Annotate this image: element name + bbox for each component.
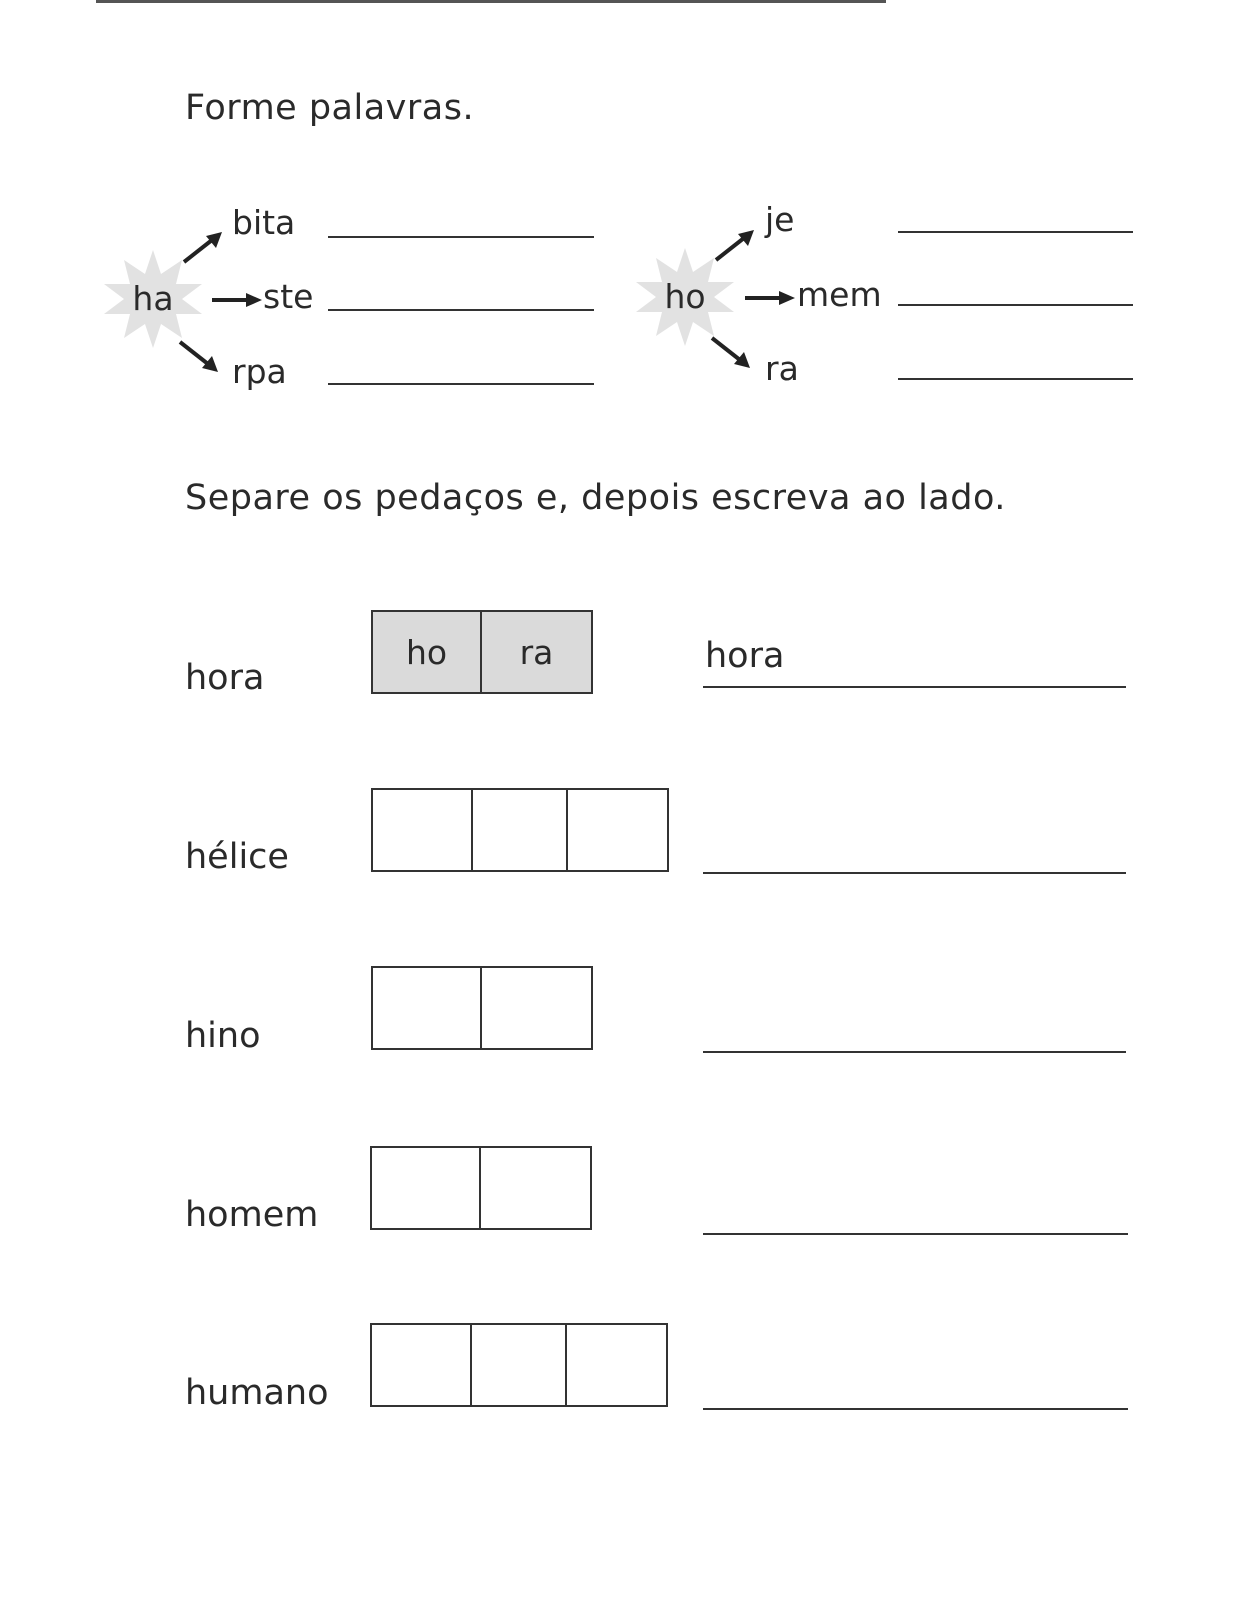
syllable-box[interactable] xyxy=(373,790,473,870)
arrow-right-icon xyxy=(745,288,795,308)
word-helice: hélice xyxy=(185,837,289,877)
syllable-boxes-homem xyxy=(370,1146,592,1230)
arrow-down-right-icon xyxy=(176,338,222,376)
syllable-boxes-humano xyxy=(370,1323,668,1407)
instruction-separate-syllables: Separe os pedaços e, depois escreva ao lado. xyxy=(185,478,1006,518)
syllable-boxes-helice xyxy=(371,788,669,872)
word-homem: homem xyxy=(185,1195,319,1235)
arrow-right-icon xyxy=(212,290,262,310)
answer-line-hino[interactable] xyxy=(703,1051,1126,1053)
syllable-boxes-hora xyxy=(371,610,593,694)
syllable-box[interactable] xyxy=(481,1148,590,1228)
syllable-box[interactable] xyxy=(567,1325,666,1405)
syllable-box[interactable]: ho xyxy=(373,612,482,692)
instruction-form-words: Forme palavras. xyxy=(185,88,475,128)
word-humano: humano xyxy=(185,1373,329,1413)
write-line-ha-3[interactable] xyxy=(328,383,594,385)
syllable-box[interactable] xyxy=(373,968,482,1048)
syllable-boxes-hino xyxy=(371,966,593,1050)
write-line-ho-2[interactable] xyxy=(898,304,1133,306)
syllable-box[interactable] xyxy=(372,1325,472,1405)
answer-hora: hora xyxy=(705,636,785,676)
ending-ra: ra xyxy=(765,349,799,388)
arrow-up-right-icon xyxy=(712,228,758,264)
arrow-down-right-icon xyxy=(708,334,754,372)
answer-line-helice[interactable] xyxy=(703,872,1126,874)
root-syllable-ho: ho xyxy=(664,277,706,316)
answer-line-hora[interactable] xyxy=(703,686,1126,688)
syllable-box[interactable]: ra xyxy=(519,632,554,672)
syllable-box[interactable] xyxy=(472,1325,568,1405)
arrow-up-right-icon xyxy=(180,230,226,266)
syllable-box[interactable] xyxy=(372,1148,481,1228)
ending-mem: mem xyxy=(797,275,882,314)
root-syllable-ha: ha xyxy=(132,279,174,318)
answer-line-humano[interactable] xyxy=(703,1408,1128,1410)
write-line-ho-3[interactable] xyxy=(898,378,1133,380)
word-hora: hora xyxy=(185,658,265,698)
word-hino: hino xyxy=(185,1016,261,1056)
answer-line-homem[interactable] xyxy=(703,1233,1128,1235)
ending-ste: ste xyxy=(263,277,314,316)
syllable-box[interactable] xyxy=(482,968,591,1048)
write-line-ho-1[interactable] xyxy=(898,231,1133,233)
ending-bita: bita xyxy=(232,203,296,242)
syllable-box[interactable] xyxy=(473,790,569,870)
ending-rpa: rpa xyxy=(232,352,287,391)
top-rule xyxy=(96,0,886,3)
ending-je: je xyxy=(765,200,795,239)
write-line-ha-2[interactable] xyxy=(328,309,594,311)
write-line-ha-1[interactable] xyxy=(328,236,594,238)
syllable-box[interactable] xyxy=(568,790,667,870)
